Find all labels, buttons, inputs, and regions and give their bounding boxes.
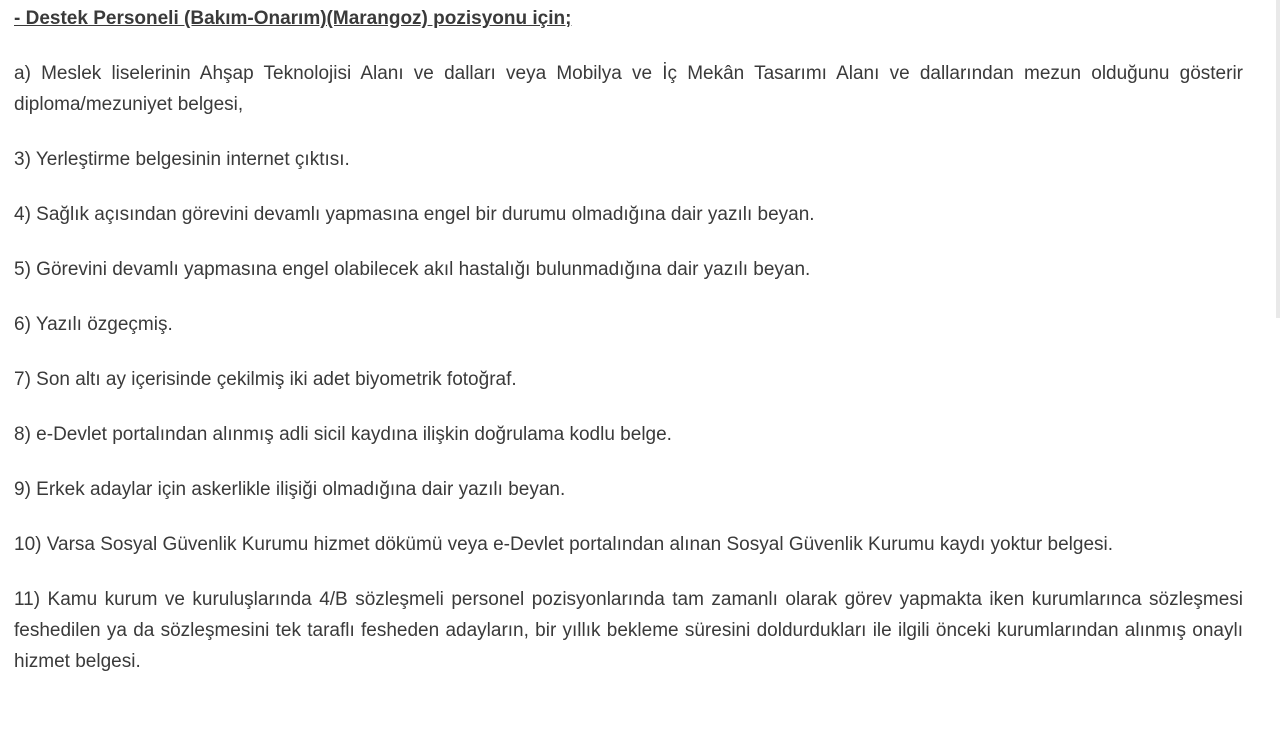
scrollbar[interactable] (1276, 0, 1280, 318)
requirement-item-3: 3) Yerleştirme belgesinin internet çıktısı. (14, 149, 350, 170)
requirement-item-9: 9) Erkek adaylar için askerlikle ilişiği olmadığına dair yazılı beyan. (14, 479, 566, 500)
document-body (14, 0, 1243, 677)
section-heading: - Destek Personeli (Bakım-Onarım)(Marangoz) pozisyonu için; (14, 8, 572, 29)
requirement-item-11: 11) Kamu kurum ve kuruluşlarında 4/B sözleşmeli personel pozisyonlarında tam zamanlı olarak görev yapmakta iken kurumlarınca sözleşmesi feshedilen ya da sözleşmesini tek taraflı fesheden adayların, bir yıllık bekleme süresini doldurdukları ile ilgili önceki kurumlarından alınmış onaylı hizmet belgesi. (14, 589, 1243, 672)
requirement-item-10: 10) Varsa Sosyal Güvenlik Kurumu hizmet dökümü veya e-Devlet portalından alınan Sosyal Güvenlik Kurumu kaydı yoktur belgesi. (14, 534, 1114, 555)
requirement-item-7: 7) Son altı ay içerisinde çekilmiş iki adet biyometrik fotoğraf. (14, 369, 517, 390)
requirement-item-5: 5) Görevini devamlı yapmasına engel olabilecek akıl hastalığı bulunmadığına dair yazılı beyan. (14, 259, 811, 280)
requirement-item-4: 4) Sağlık açısından görevini devamlı yapmasına engel bir durumu olmadığına dair yazılı beyan. (14, 204, 815, 225)
requirement-item-6: 6) Yazılı özgeçmiş. (14, 314, 173, 335)
requirement-item-8: 8) e-Devlet portalından alınmış adli sicil kaydına ilişkin doğrulama kodlu belge. (14, 424, 672, 445)
requirement-item-a: a) Meslek liselerinin Ahşap Teknolojisi Alanı ve dalları veya Mobilya ve İç Mekân Tasarımı Alanı ve dallarından mezun olduğunu gösterir diploma/mezuniyet belgesi, (14, 63, 1243, 115)
